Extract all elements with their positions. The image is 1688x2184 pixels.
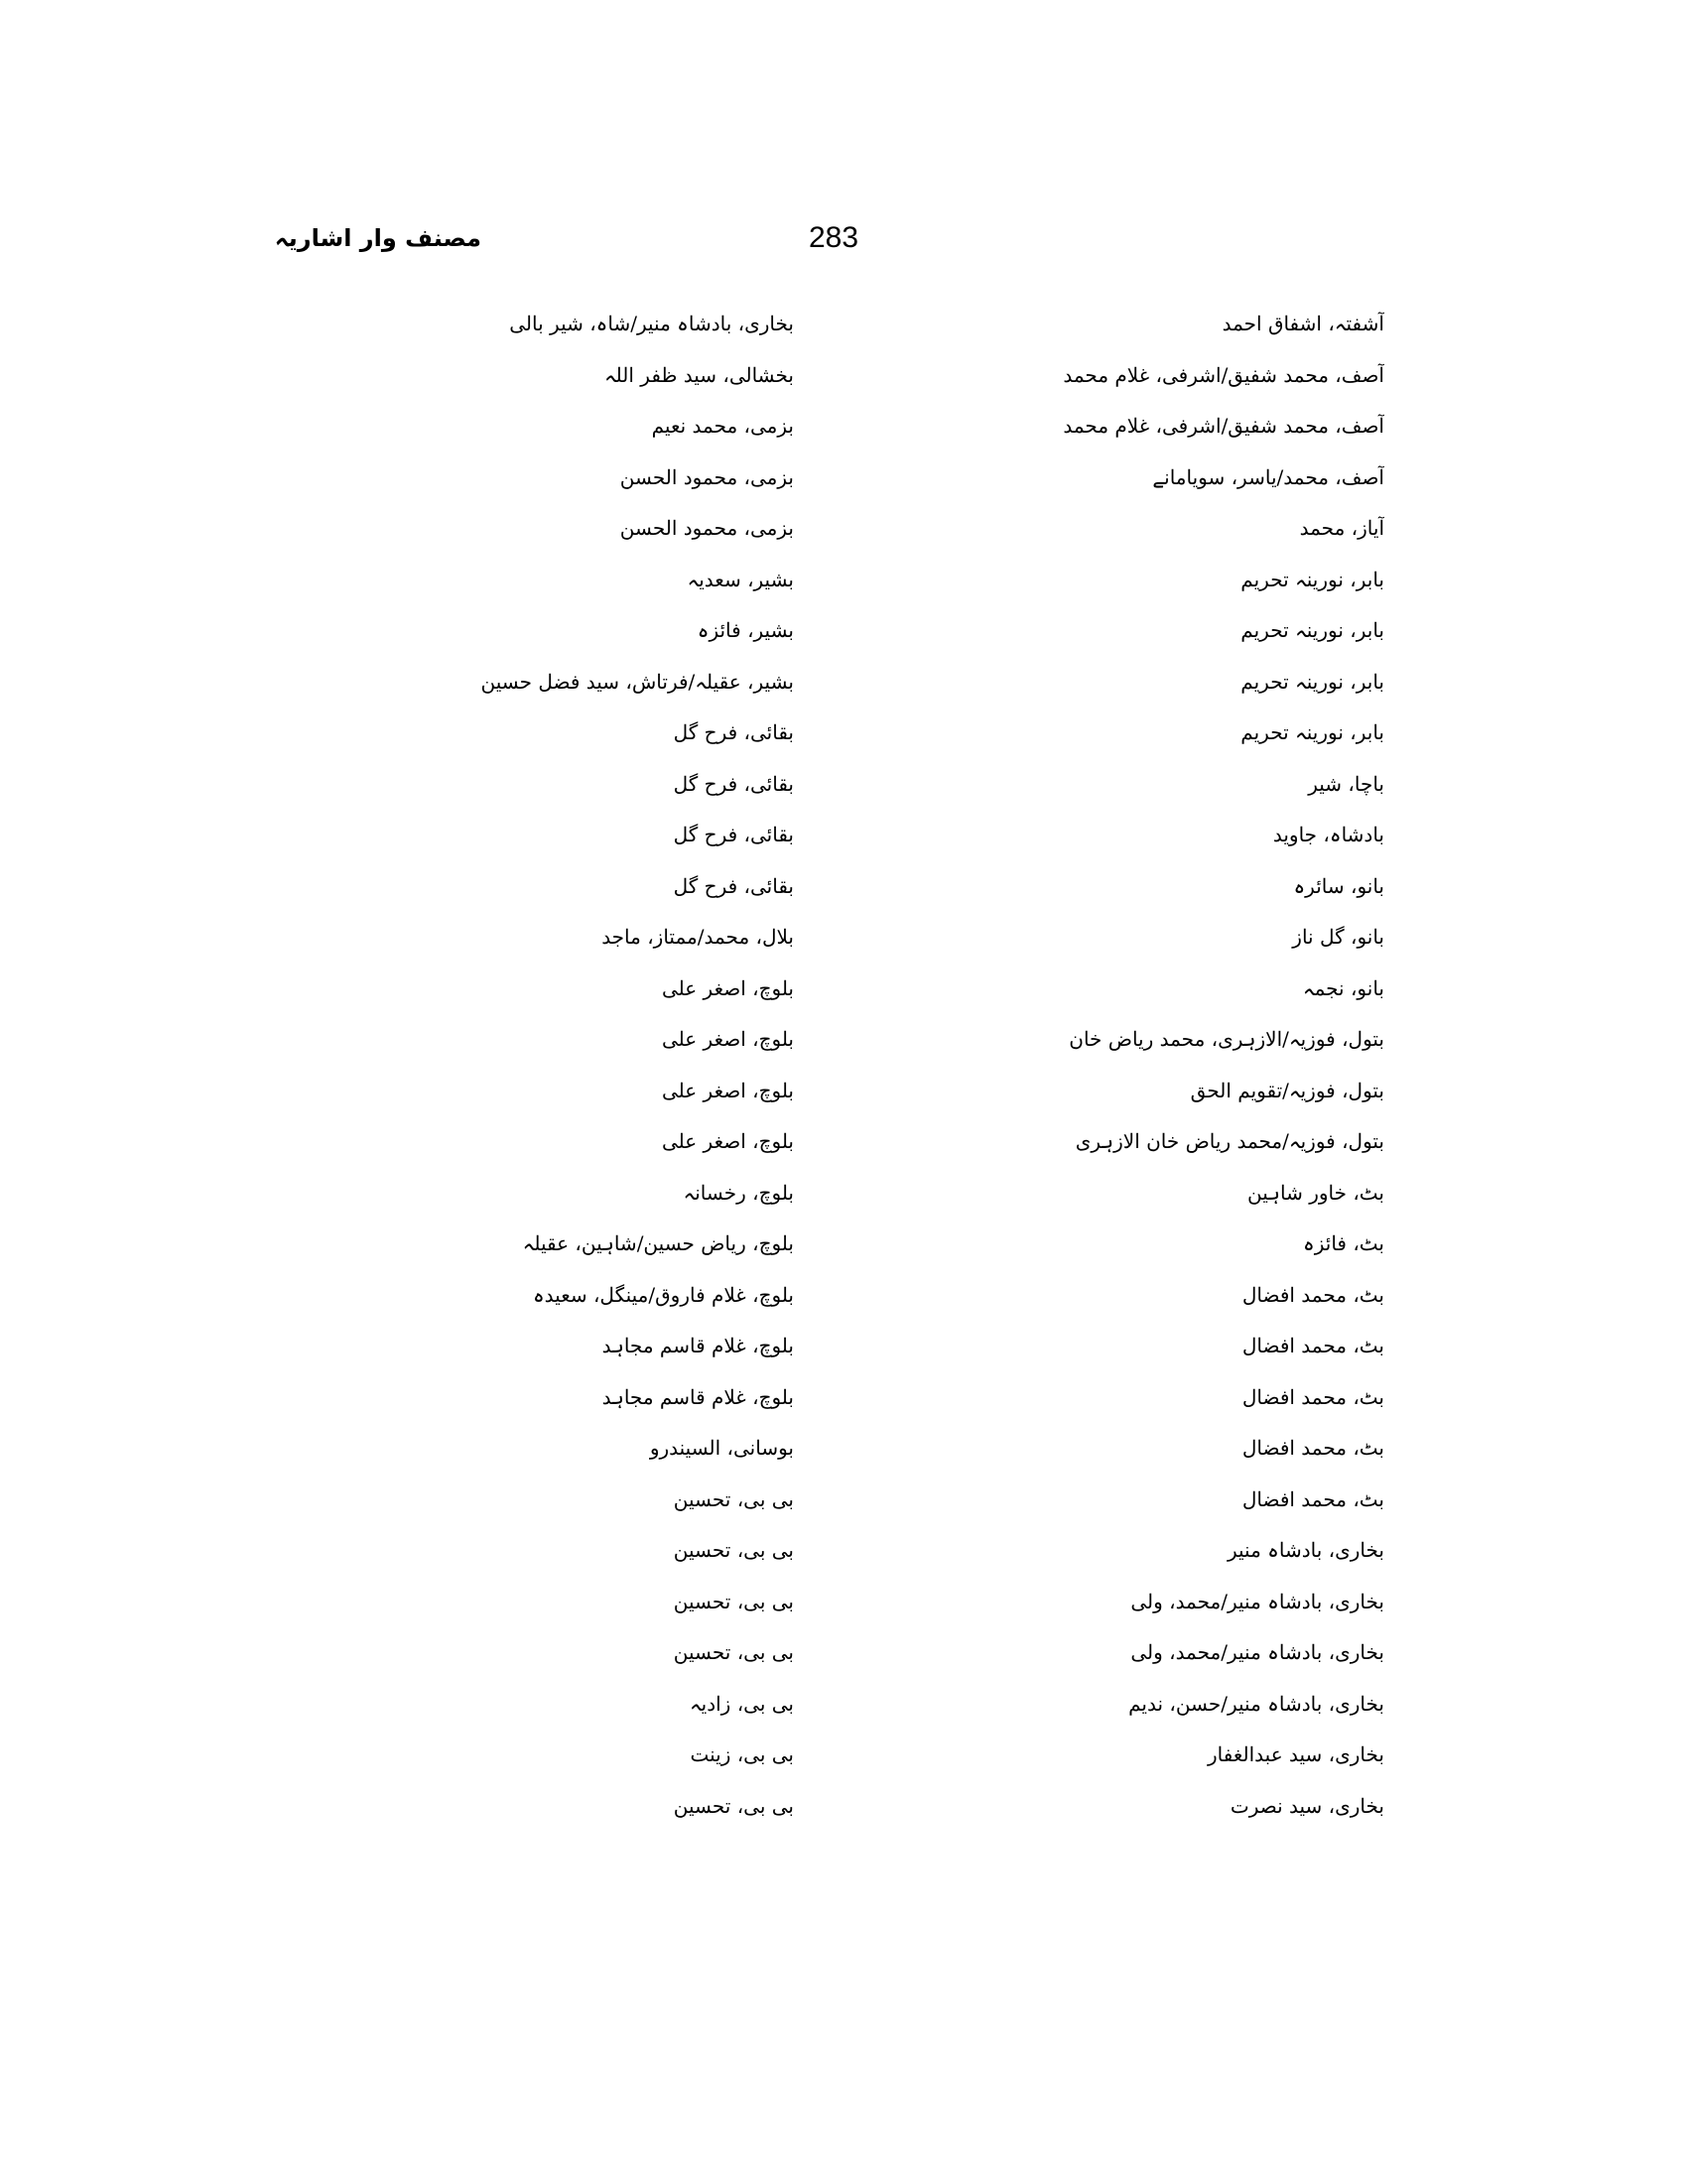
- index-entry: بزمی، محمود الحسن: [619, 464, 794, 489]
- index-entry: بلوچ، اصغر علی: [661, 1078, 794, 1102]
- index-entry: بی بی، تحسین: [673, 1538, 794, 1562]
- index-entry: بٹ، محمد افضال: [1241, 1486, 1384, 1511]
- index-entry: بانو، نجمہ: [1302, 975, 1384, 1000]
- index-entry: آصف، محمد شفیق/اشرفی، غلام محمد: [1063, 362, 1384, 387]
- index-entry: بتول، فوزیہ/الازہری، محمد ریاض خان: [1069, 1027, 1384, 1051]
- index-entry: بادشاہ، جاوید: [1272, 823, 1384, 846]
- index-entry: بقائی، فرح گل: [673, 873, 794, 898]
- index-entry: بٹ، محمد افضال: [1241, 1436, 1384, 1460]
- index-entry: بخاری، سید عبدالغفار: [1208, 1742, 1384, 1766]
- index-entry: بلوچ، ریاض حسین/شاہین، عقیلہ: [522, 1231, 794, 1255]
- index-entry: بانو، گل ناز: [1292, 925, 1384, 949]
- index-column-right: [992, 304, 1384, 1837]
- index-entry: بوسانی، السیندرو: [649, 1436, 794, 1460]
- index-entry: بشیر، عقیلہ/فرتاش، سید فضل حسین: [480, 669, 794, 694]
- index-entry: بزمی، محمود الحسن: [619, 516, 794, 540]
- index-entry: بتول، فوزیہ/تقویم الحق: [1190, 1078, 1384, 1102]
- index-column-left: [397, 304, 794, 1837]
- index-entry: بی بی، تحسین: [673, 1640, 794, 1664]
- index-entry: بتول، فوزیہ/محمد ریاض خان الازہری: [1075, 1129, 1384, 1153]
- index-entry: بلوچ، رخسانہ: [683, 1180, 794, 1205]
- index-entry: بی بی، تحسین: [673, 1793, 794, 1818]
- index-entry: بخاری، بادشاہ منیر/شاہ، شیر بالی: [509, 312, 794, 335]
- index-entry: بی بی، زینت: [690, 1742, 794, 1766]
- index-entry: بابر، نورینہ تحریم: [1240, 618, 1384, 642]
- index-entry: بابر، نورینہ تحریم: [1240, 720, 1384, 744]
- index-entry: باچا، شیر: [1308, 771, 1384, 796]
- index-entry: بٹ، فائزہ: [1303, 1231, 1384, 1255]
- index-entry: بخاری، بادشاہ منیر/محمد، ولی: [1130, 1589, 1384, 1613]
- index-entry: بلوچ، اصغر علی: [661, 1027, 794, 1051]
- index-entry: بشیر، سعدیہ: [687, 567, 794, 591]
- index-entry: بٹ، محمد افضال: [1241, 1282, 1384, 1307]
- index-entry: آصف، محمد/یاسر، سویامانے: [1152, 464, 1384, 489]
- index-entry: بی بی، تحسین: [673, 1589, 794, 1613]
- index-entry: بانو، سائرہ: [1293, 873, 1384, 898]
- index-entry: بلوچ، اصغر علی: [661, 975, 794, 1000]
- index-entry: بشیر، فائزہ: [697, 618, 794, 642]
- index-entry: آصف، محمد شفیق/اشرفی، غلام محمد: [1063, 414, 1384, 438]
- index-entry: بخاری، بادشاہ منیر/محمد، ولی: [1130, 1640, 1384, 1664]
- index-entry: بخاری، بادشاہ منیر/حسن، ندیم: [1128, 1691, 1384, 1716]
- index-entry: بی بی، تحسین: [673, 1486, 794, 1511]
- index-entry: بلوچ، غلام قاسم مجاہد: [601, 1384, 794, 1409]
- index-entry: بابر، نورینہ تحریم: [1240, 567, 1384, 591]
- index-entry: بزمی، محمد نعیم: [651, 414, 794, 438]
- index-entry: بلوچ، اصغر علی: [661, 1129, 794, 1153]
- index-entry: بقائی، فرح گل: [673, 771, 794, 796]
- index-entry: بلال، محمد/ممتاز، ماجد: [601, 925, 794, 949]
- index-entry: بابر، نورینہ تحریم: [1240, 669, 1384, 694]
- index-entry: بٹ، محمد افضال: [1241, 1384, 1384, 1409]
- index-entry: بٹ، محمد افضال: [1241, 1334, 1384, 1357]
- index-entry: بخاری، سید نصرت: [1230, 1793, 1384, 1818]
- page-number: 283: [808, 221, 859, 254]
- index-entry: بلوچ، غلام فاروق/مینگل، سعیدہ: [532, 1282, 794, 1307]
- index-entry: بخشالی، سید ظفر اللہ: [603, 362, 794, 387]
- index-entry: بقائی، فرح گل: [673, 823, 794, 846]
- index-entry: آشفتہ، اشفاق احمد: [1222, 312, 1384, 335]
- index-entry: بقائی، فرح گل: [673, 720, 794, 744]
- index-entry: بلوچ، غلام قاسم مجاہد: [601, 1334, 794, 1357]
- index-entry: بخاری، بادشاہ منیر: [1227, 1538, 1384, 1562]
- index-entry: بٹ، خاور شاہین: [1247, 1180, 1384, 1205]
- index-entry: آیاز، محمد: [1299, 516, 1384, 540]
- index-entry: بی بی، زادیہ: [689, 1691, 794, 1716]
- page-title: مصنف وار اشاریہ: [274, 224, 481, 252]
